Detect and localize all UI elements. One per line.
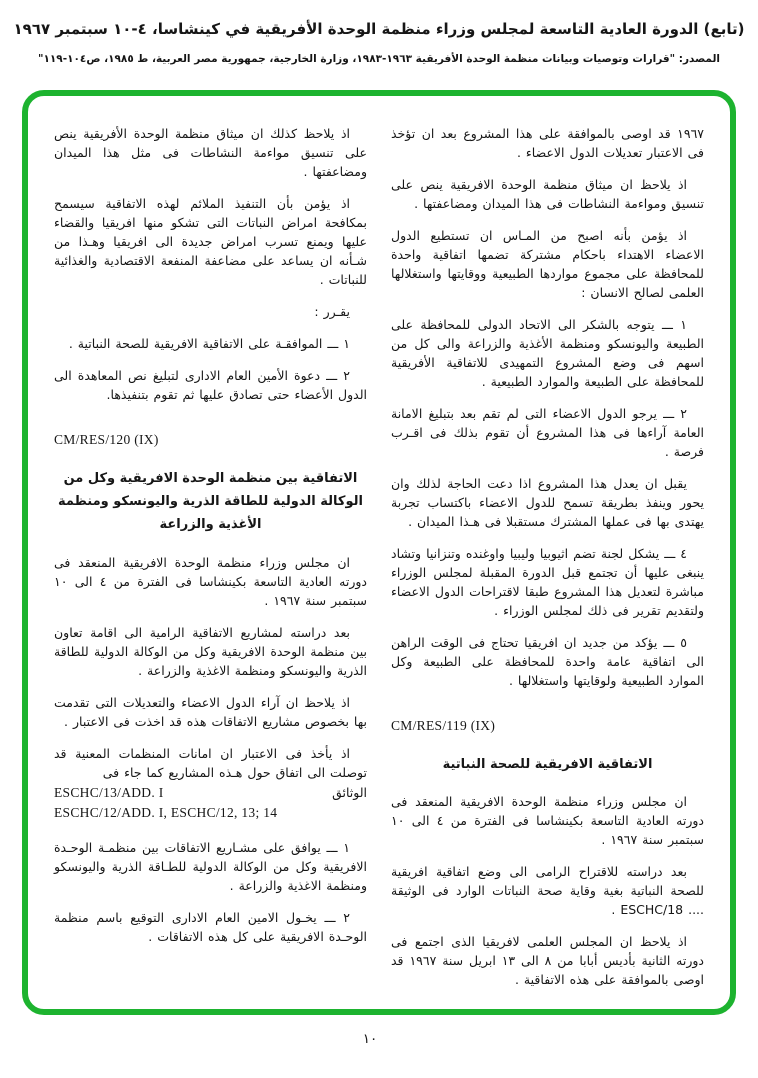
- paragraph: ٢ ـــ يخـول الامين العام الادارى التوقيع باسم منظمة الوحـدة الافريقية على كل هذه الاتفاقات .: [54, 909, 367, 944]
- paragraph: اذ يلاحظ ان آراء الدول الاعضاء والتعديلات التى تقدمت بها بخصوص مشاريع الاتفاقات هذه قد اخذت فى الاعتبار .: [54, 694, 367, 729]
- left-column: [54, 124, 367, 999]
- right-column: [391, 124, 704, 999]
- paragraph: ١٩٦٧ قد اوصى بالموافقة على هذا المشروع بعد ان تؤخذ فى الاعتبار تعديلات الدول الاعضاء .: [391, 126, 704, 160]
- documents-line: [54, 783, 367, 804]
- section-heading: الاتفاقية بين منظمة الوحدة الافريقية وكل من الوكالة الدولية للطاقة الذرية واليونسكو ومنظمة الأغذية والزراعة: [58, 470, 363, 533]
- paragraph: ٤ ـــ يشكل لجنة تضم اثيوبيا وليبيا واوغنده وتنزانيا وتشاد ينبغى عليها أن تجتمع قبل الدورة المقبلة لمجلس الوزراء مباشرة لتعديل هذا المشروع طبقا لاقتراحات الدول الاعضاء ولتقديم تقرير فى ذلك لمجلس الوزراء .: [391, 546, 704, 618]
- paragraph: ١ ـــ يوافق على مشـاريع الاتفاقات بين منظمـة الوحـدة الافريقية وكل من الوكالة الدولية للطـاقة الذرية واليونسكو ومنظمة الاغذية والزراعة .: [54, 839, 367, 893]
- paragraph: ١ ـــ الموافقـة على الاتفاقية الافريقية للصحة النباتية .: [68, 336, 350, 351]
- paragraph: ان مجلس وزراء منظمة الوحدة الافريقية المنعقد فى دورته العادية التاسعة بكينشاسا فى الفترة من ٤ الى ١٠ سبتمبر سنة ١٩٦٧ .: [391, 793, 704, 847]
- paragraph: اذ يلاحظ كذلك ان ميثاق منظمة الوحدة الأفريقية ينص على تنسيق مواءمة النشاطات فى مثل هذا الميدان ومضاعفتها .: [54, 126, 367, 179]
- paragraph: اذ يأخذ فى الاعتبار ان امانات المنظمات المعنية قد توصلت الى اتفاق حول هـذه المشاريع كما جاء فى: [54, 745, 367, 780]
- page-header: [0, 20, 758, 65]
- resolutions-panel: [22, 90, 736, 1015]
- resolution-code: CM/RES/120 (IX): [54, 432, 159, 447]
- page-number: ١٠: [362, 1031, 378, 1047]
- paragraph: اذ يلاحظ ان المجلس العلمى لافريقيا الذى اجتمع فى دورته الثانية بأديس أبابا من ٨ الى ١٣ ابريل سنة ١٩٦٧ قد اوصى بالموافقة على هذه الاتفاقية .: [391, 933, 704, 987]
- session-title: (تابع) الدورة العادية التاسعة لمجلس وزراء منظمة الوحدة الأفريقية في كينشاسا، ٤-١٠ سبتمبر ١٩٦٧: [13, 20, 745, 38]
- section-heading: الاتفاقية الافريقية للصحة النباتية: [442, 756, 653, 772]
- paragraph: بعد دراسته للاقتراح الرامى الى وضع اتفاقية افريقية للصحة النباتية بغية وقاية صحة النباتات الوارد فى الوثيقة .... ESCHC/18 .: [391, 863, 704, 917]
- resolution-code: CM/RES/119 (IX): [391, 718, 496, 733]
- paragraph: بعد دراسته لمشاريع الاتفاقية الرامية الى اقامة تعاون بين منظمة الوحدة الافريقية وكل من الوكالة الدولية للطاقة الذرية واليونسكو ومنظمة الاغذية والزراعة .: [54, 624, 367, 678]
- paragraph: يقـرر :: [314, 304, 350, 319]
- paragraph: اذ يؤمن بأن التنفيذ الملائم لهذه الاتفاقية سيسمح بمكافحة امراض النباتات التى تشكو منها افريقيا والقضاء عليها ويمنع تسرب امراض جديدة الى افريقيا وهـذا من شـأنه ان يساعد على مضاعفة المنفعة الاقتصادية والغذائية للنباتات .: [54, 196, 367, 287]
- document-code: ESCHC/13/ADD. I: [54, 784, 164, 800]
- paragraph: ٢ ـــ دعوة الأمين العام الادارى لتبليغ نص المعاهدة الى الدول الأعضاء حتى تصادق عليها ثم تقوم بتنفيذها.: [54, 368, 367, 402]
- documents-label: الوثائق: [332, 784, 367, 800]
- paragraph: يقبل ان يعدل هذا المشروع اذا دعت الحاجة لذلك وان يحور وينفذ بطريقة تسمح للدول الاعضاء باكتساب تجربة يهتدى بها فى عملها المشترك مستقبلا فى هـذا الميدان .: [391, 476, 704, 529]
- paragraph: ان مجلس وزراء منظمة الوحدة الافريقية المنعقد فى دورته العادية التاسعة بكينشاسا فى الفترة من ٤ الى ١٠ سبتمبر سنة ١٩٦٧ .: [54, 554, 367, 608]
- paragraph: ١ ـــ يتوجه بالشكر الى الاتحاد الدولى للمحافظة على الطبيعة واليونسكو ومنظمة الأغذية والزراعة والى كل من اسهم فى وضع المشروع التمهيدى للاتفاقية الأفريقية للمحافظة على الطبيعة والموارد الطبيعية .: [391, 317, 704, 389]
- paragraph: ٥ ـــ يؤكد من جديد ان افريقيا تحتاج فى الوقت الراهن الى اتفاقية عامة واحدة للمحافظة على الطبيعة وكل الموارد الطبيعية ولوقايتها واستغلالها .: [391, 635, 704, 688]
- paragraph: ٢ ـــ يرجو الدول الاعضاء التى لم تقم بعد بتبليغ الامانة العامة آراءها فى هذا المشروع أن تقوم بذلك فى اقـرب فرصة .: [391, 406, 704, 459]
- source-line: المصدر: "قرارات وتوصيات وبيانات منظمة الوحدة الأفريقية ١٩٦٣-١٩٨٣، وزارة الخارجية، جمهورية مصر العربية، ط ١٩٨٥، ص١٠٤-١١٩": [38, 52, 720, 65]
- paragraph: اذ يلاحظ ان ميثاق منظمة الوحدة الافريقية ينص على تنسيق ومواءمة النشاطات فى هذا الميدان ومضاعفتها .: [391, 177, 704, 211]
- paragraph: اذ يؤمن بأنه اصبح من المـاس ان تستطيع الدول الاعضاء الاهتداء باحكام مشتركة تضمها اتفاقية واحدة للمحافظة على مجموع مواردها الطبيعية ووقايتها واستغلالها العلمى لصالح الانسان :: [391, 228, 704, 300]
- resolution-code: ESCHC/12/ADD. I, ESCHC/12, 13; 14: [54, 805, 278, 821]
